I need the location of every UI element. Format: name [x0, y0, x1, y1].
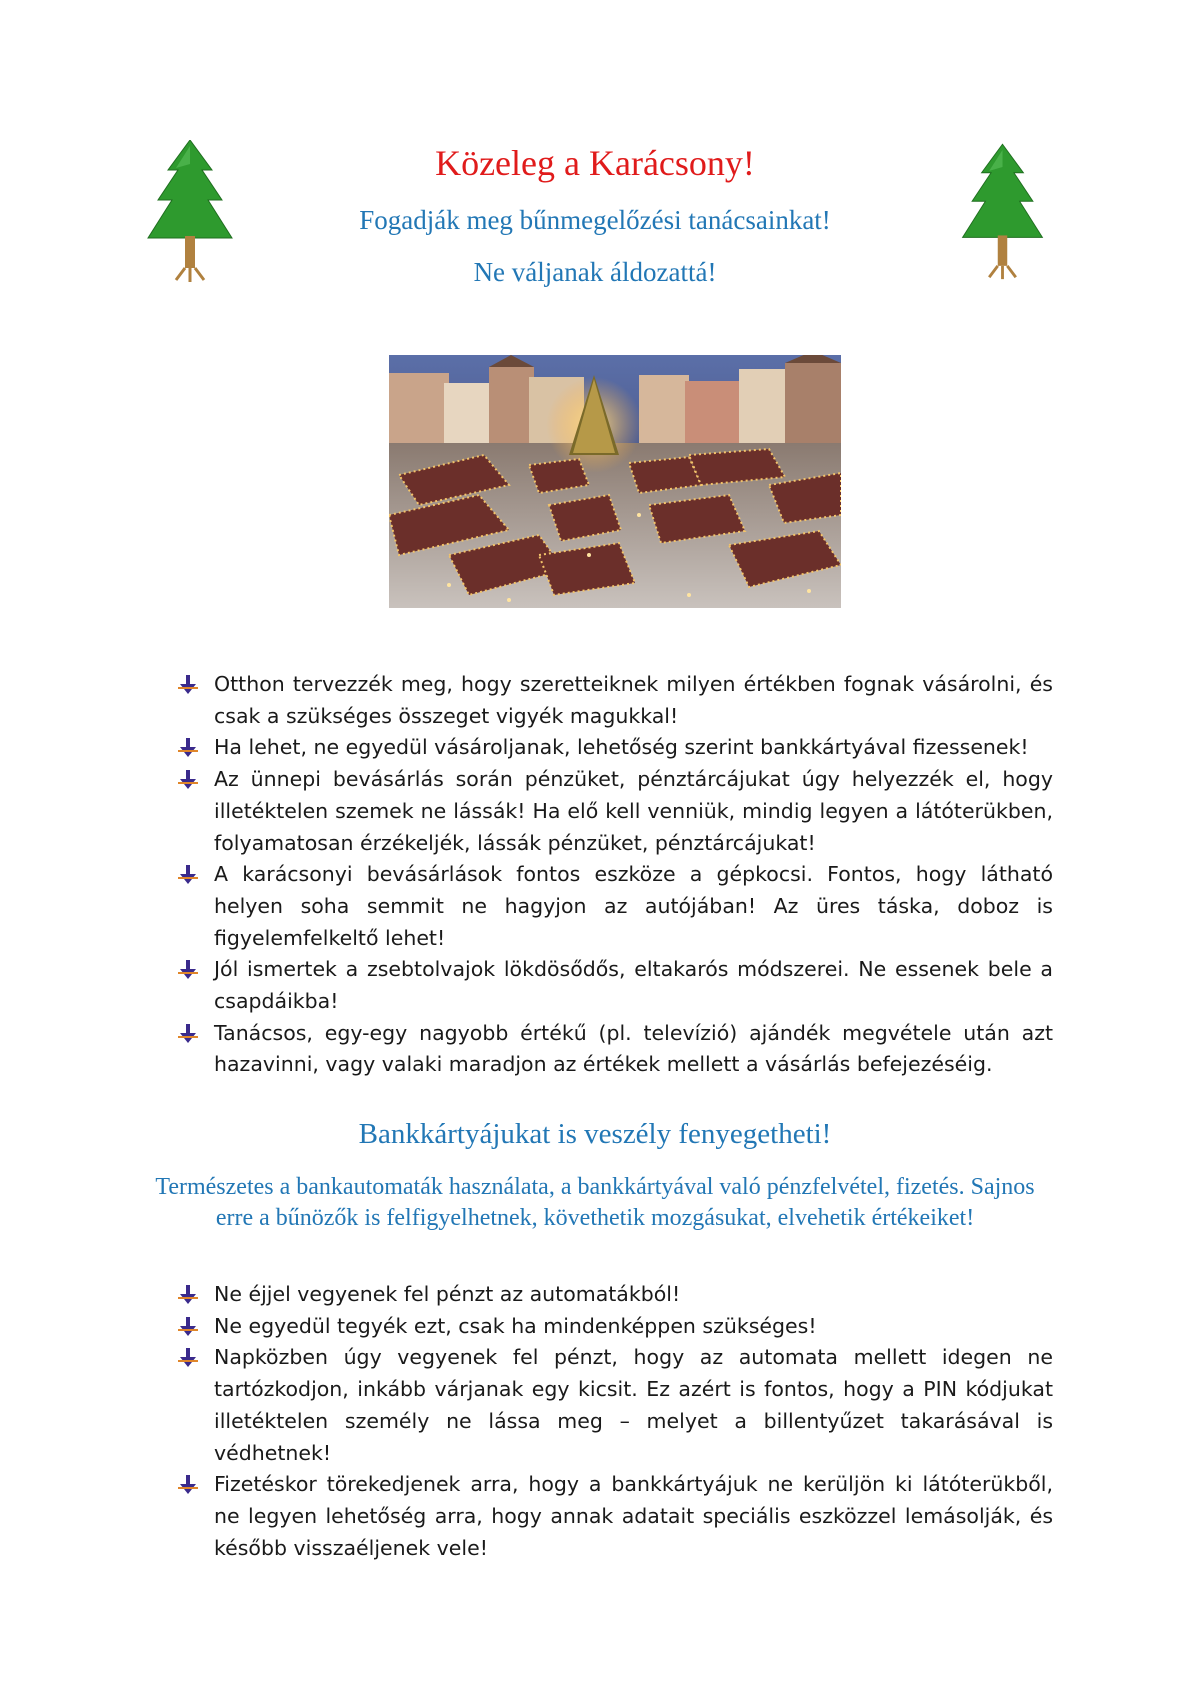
list-item — [178, 669, 1053, 732]
card-safety-tips-list — [178, 1279, 1053, 1564]
section-heading: Bankkártyájukat is veszély fenyegetheti! — [358, 1118, 832, 1150]
list-item-text: Fizetéskor törekedjenek arra, hogy a bankkártyájuk ne kerüljön ki látóterükből, ne legyen lehetőség arra, hogy annak adatait speciális eszközzel lemásolják, és később visszaéljenek vele! — [214, 1472, 1053, 1560]
safety-tips-list — [178, 669, 1053, 1081]
list-item — [178, 1469, 1053, 1564]
list-item-text: A karácsonyi bevásárlások fontos eszköze a gépkocsi. Fontos, hogy látható helyen soha semmit ne hagyjon az autójában! Az üres táska, doboz is figyelemfelkeltő lehet! — [214, 862, 1053, 950]
list-item-text: Ne éjjel vegyenek fel pénzt az automatákból! — [214, 1282, 681, 1306]
arrow-down-bullet-icon — [178, 865, 198, 885]
arrow-down-bullet-icon — [178, 1475, 198, 1495]
list-item — [178, 859, 1053, 954]
list-item — [178, 764, 1053, 859]
arrow-down-bullet-icon — [178, 675, 198, 695]
arrow-down-bullet-icon — [178, 1317, 198, 1337]
subtitle: Fogadják meg bűnmegelőzési tanácsainkat! — [359, 205, 831, 235]
list-item — [178, 1342, 1053, 1469]
arrow-down-bullet-icon — [178, 1285, 198, 1305]
list-item-text: Ha lehet, ne egyedül vásároljanak, lehetőség szerint bankkártyával fizessenek! — [214, 735, 1029, 760]
list-item-text: Jól ismertek a zsebtolvajok lökdösődős, eltakarós módszerei. Ne essenek bele a csapdáikba! — [214, 957, 1053, 1014]
section-intro: Természetes a bankautomaták használata, a bankkártyával való pénzfelvétel, fizetés. Sajnos erre a bűnözők is felfigyelhetnek, követhetik mozgásukat, elvehetik értékeiket! — [155, 1174, 1035, 1231]
list-item-text: Ne egyedül tegyék ezt, csak ha mindenképpen szükséges! — [214, 1313, 817, 1338]
list-item — [178, 1018, 1053, 1081]
list-item-text: Napközben úgy vegyenek fel pénzt, hogy az automata mellett idegen ne tartózkodjon, inkább várjanak egy kicsit. Ez azért is fontos, hogy a PIN kódjukat illetéktelen személy ne lássa meg – melyet a billentyűzet takarásával is védhetnek! — [214, 1345, 1053, 1465]
arrow-down-bullet-icon — [178, 960, 198, 980]
arrow-down-bullet-icon — [178, 738, 198, 758]
list-item — [178, 1311, 1053, 1343]
list-item-text: Otthon tervezzék meg, hogy szeretteiknek milyen értékben fognak vásárolni, és csak a szükséges összeget vigyék magukkal! — [214, 672, 1053, 728]
arrow-down-bullet-icon — [178, 1348, 198, 1368]
subtitle: Ne váljanak áldozattá! — [473, 257, 717, 287]
arrow-down-bullet-icon — [178, 770, 198, 790]
arrow-down-bullet-icon — [178, 1024, 198, 1044]
christmas-market-photo — [389, 355, 841, 608]
list-item — [178, 732, 1053, 764]
list-item-text: Az ünnepi bevásárlás során pénzüket, pénztárcájukat úgy helyezzék el, hogy illetéktelen szemek ne lássák! Ha elő kell venniük, mindig legyen a látóterükben, folyamatosan érzékeljék, lássák pénzüket, pénztárcájukat! — [214, 767, 1053, 855]
list-item — [178, 1279, 1053, 1311]
page-title: Közeleg a Karácsony! — [435, 143, 755, 183]
list-item-text: Tanácsos, egy-egy nagyobb értékű (pl. televízió) ajándék megvétele után azt hazavinni, vagy valaki maradjon az értékek mellett a vásárlás befejezéséig. — [214, 1020, 1053, 1077]
list-item — [178, 954, 1053, 1017]
